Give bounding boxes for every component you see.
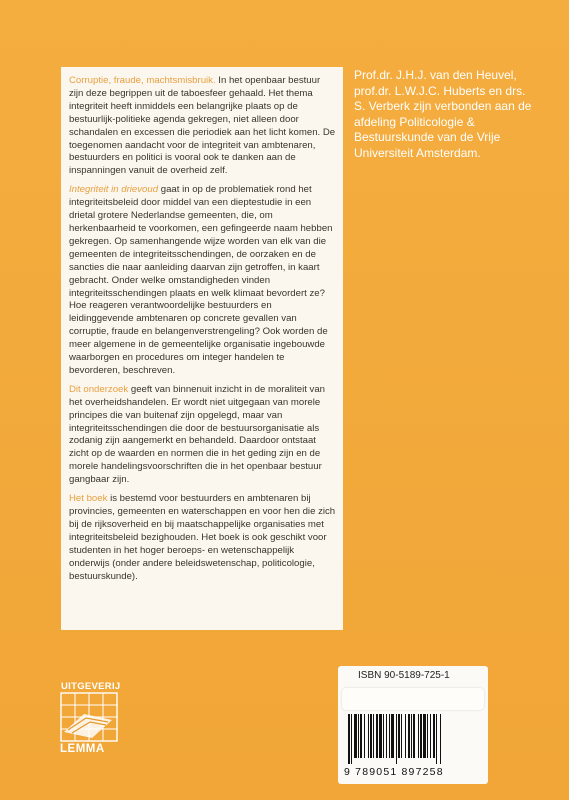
barcode-bar bbox=[413, 714, 415, 758]
barcode-bar bbox=[364, 714, 365, 758]
barcode-bar bbox=[420, 714, 422, 758]
barcode-bar bbox=[398, 714, 400, 758]
blurb-paragraph-3 bbox=[69, 384, 337, 487]
logo-bottom-text: LEMMA bbox=[60, 743, 105, 755]
barcode-number: 9 789051 897258 bbox=[344, 766, 444, 778]
barcode-bar bbox=[370, 714, 372, 758]
barcode-bar bbox=[427, 714, 428, 758]
barcode-bar bbox=[386, 714, 387, 758]
paragraph-text: geeft van binnenuit inzicht in de moraliteit van het overheidshandelen. Er wordt niet uitgegaan van morele principes die van buitenaf zijn opgelegd, maar van integriteitsschendingen die door de bestuursorganisatie als zodanig zijn aangemerkt en behandeld. Daardoor ontstaat zicht op de waarden en normen die in het geding zijn en de morele handelingsvoorschriften die in het openbaar bestuur gangbaar zijn. bbox=[69, 383, 325, 486]
paragraph-text: is bestemd voor bestuurders en ambtenaren bij provincies, gemeenten en waterschappen en voor hen die zich bij de rijksoverheid en bij maatschappelijke organisaties met integriteitsbeleid bezighouden. Het boek is ook geschikt voor studenten in het hoger beroeps- en wetenschappelijk onderwijs (onder andere beleidswetenschap, politicologie, bestuurskunde). bbox=[69, 493, 336, 582]
book-logo-icon bbox=[60, 692, 118, 742]
blurb-paragraph-4 bbox=[69, 493, 337, 583]
blurb-paragraph-2 bbox=[69, 184, 337, 378]
author-bio: Prof.dr. J.H.J. van den Heuvel, prof.dr. L.W.J.C. Huberts en drs. S. Verberk zijn verbonden aan de afdeling Politicologie & Bestuurskunde van de Vrije Universiteit Amsterdam. bbox=[354, 68, 532, 160]
barcode-bar bbox=[379, 714, 382, 758]
barcode-bar bbox=[405, 714, 406, 758]
barcode-bar bbox=[418, 714, 419, 758]
barcode-bar bbox=[389, 714, 390, 758]
barcode-bar bbox=[358, 714, 359, 758]
barcode-bar bbox=[396, 714, 397, 764]
barcode-icon bbox=[346, 714, 480, 766]
barcode-bar bbox=[373, 714, 374, 758]
price-sticker bbox=[342, 688, 484, 710]
barcode-bar bbox=[376, 714, 378, 758]
lead-integriteit: Integriteit in drievoud bbox=[69, 184, 159, 196]
barcode-bar bbox=[383, 714, 384, 758]
barcode-bar bbox=[351, 714, 352, 764]
paragraph-text: In het openbaar bestuur zijn deze begrippen uit de taboesfeer gehaald. Het thema integriteit heeft inmiddels een belangrijke plaats op de bestuurlijk-politieke agenda gekregen, niet alleen door schandalen en excessen die periodiek aan het licht komen. De toegenomen aandacht voor de integriteit van ambtenaren, bestuurders en politici is vooral ook te danken aan de inspanningen vanuit de overheid zelf. bbox=[69, 75, 336, 177]
publisher-logo bbox=[60, 681, 120, 759]
blurb-panel bbox=[61, 67, 343, 630]
lead-corruptie: Corruptie, fraude, machtsmisbruik. bbox=[69, 75, 216, 86]
barcode-bar bbox=[391, 714, 394, 758]
barcode-block bbox=[338, 666, 488, 784]
blurb-paragraph-1 bbox=[69, 75, 337, 178]
lead-boek: Het boek bbox=[69, 493, 108, 505]
barcode-bar bbox=[408, 714, 410, 758]
logo-top-text: UITGEVERIJ bbox=[61, 681, 121, 692]
barcode-bar bbox=[348, 714, 350, 764]
lead-onderzoek: Dit onderzoek bbox=[69, 383, 129, 395]
isbn-label: ISBN 90-5189-725-1 bbox=[358, 670, 450, 681]
barcode-bar bbox=[360, 714, 362, 758]
barcode-bar bbox=[411, 714, 412, 758]
barcode-bar bbox=[423, 714, 426, 758]
barcode-bar bbox=[430, 714, 431, 758]
barcode-bar bbox=[440, 714, 441, 764]
barcode-bar bbox=[433, 714, 435, 758]
barcode-bar bbox=[401, 714, 402, 758]
barcode-bar bbox=[354, 714, 357, 758]
barcode-bar bbox=[436, 714, 437, 764]
barcode-bar bbox=[368, 714, 369, 758]
paragraph-text: gaat in op de problematiek rond het integriteitsbeleid door middel van een dieptestudie in een drietal grotere Nederlandse gemeenten, die, om herkenbaarheid te voorkomen, een gefingeerde naam hebben gekregen. Op samenhangende wijze worden van elk van die gemeenten de integriteitsschendingen, de oorzaken en de sancties die naar aanleiding daarvan zijn getroffen, in kaart gebracht. Onder welke omstandigheden vinden integriteitsschendingen plaats en welk klimaat bevordert ze? Hoe reageren verantwoordelijke bestuurders en leidinggevende ambtenaren op concrete gevallen van corruptie, fraude en belangenverstrengeling? Ook worden de meer algemene in de gemeentelijke organisatie ingebouwde waarborgen en procedures om integer handelen te bevorderen, beschreven. bbox=[69, 184, 333, 376]
